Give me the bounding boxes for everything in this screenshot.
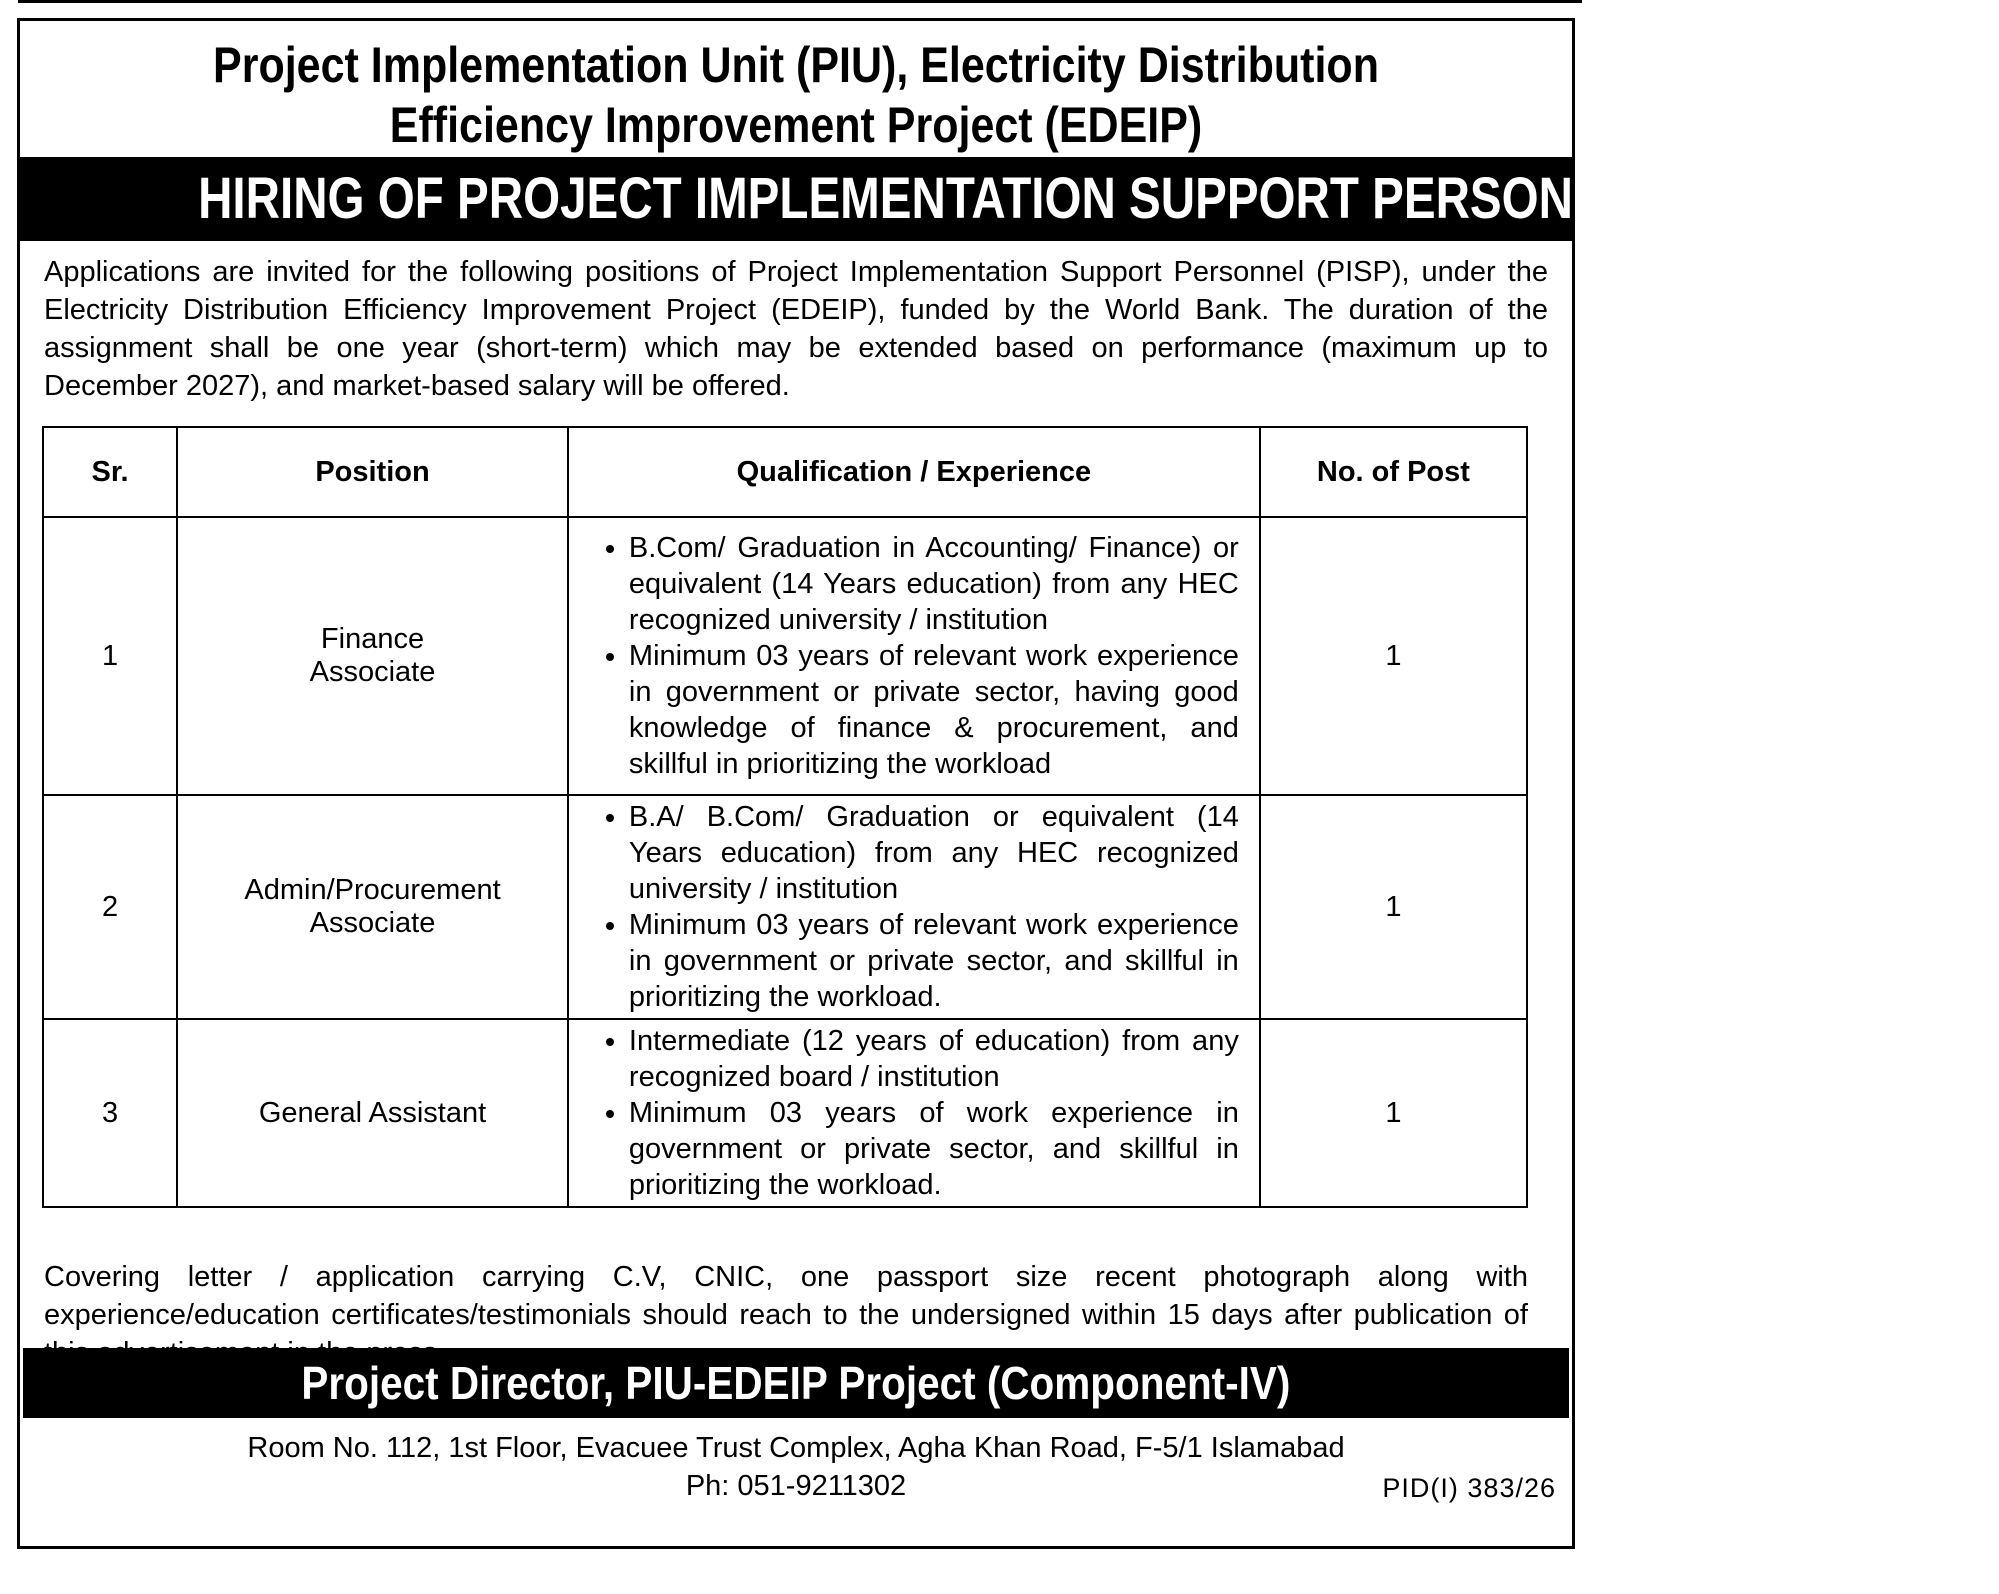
position-line: Finance — [320, 623, 425, 655]
cell-posts: 1 — [1260, 1019, 1527, 1207]
intro-paragraph: Applications are invited for the following positions of Project Implementation Support Personnel (PISP), under the Electricity Distribution Efficiency Improvement Project (EDEIP), funded by the World Bank. The duration of the assignment shall be one year (short-term) which may be extended based on performance (maximum up to December 2027), and market-based salary will be offered. — [44, 256, 1548, 402]
title-line-2: Efficiency Improvement Project (EDEIP) — [389, 97, 1203, 153]
table-row — [43, 795, 1527, 1019]
qualification-item: • Minimum 03 years of relevant work experience in government or private sector, and skillful in prioritizing the workload. — [629, 907, 1239, 1015]
hiring-banner — [20, 157, 1821, 241]
qualification-item: • Minimum 03 years of relevant work experience in government or private sector, having good knowledge of finance & procurement, and skillful in prioritizing the workload — [629, 638, 1239, 782]
table-row — [43, 1019, 1527, 1207]
qualification-item: • Intermediate (12 years of education) from any recognized board / institution — [629, 1023, 1239, 1095]
address-line: Room No. 112, 1st Floor, Evacuee Trust Complex, Agha Khan Road, F-5/1 Islamabad — [247, 1432, 1345, 1464]
qualification-item: • Minimum 03 years of work experience in government or private sector, and skillful in prioritizing the workload. — [629, 1095, 1239, 1203]
application-instructions: Covering letter / application carrying C.V, CNIC, one passport size recent photograph along with experience/education certificates/testimonials should reach to the undersigned within 15 days after publication of — [44, 1261, 1528, 1331]
pid-reference: PID(I) 383/26 — [1382, 1473, 1556, 1503]
header-sr: Sr. — [43, 427, 177, 517]
qualification-list — [589, 799, 1239, 1015]
phone-line: Ph: 051-9211302 — [685, 1470, 907, 1502]
qualification-list — [589, 1023, 1239, 1203]
position-line: Associate — [309, 907, 436, 939]
position-line: Associate — [309, 656, 436, 688]
table-row — [43, 517, 1527, 795]
advertisement-frame — [17, 18, 1821, 1549]
top-rule — [18, 0, 1582, 7]
page-title — [129, 21, 1464, 157]
cell-posts: 1 — [1260, 795, 1527, 1019]
cell-qualification — [568, 517, 1260, 795]
cell-sr: 3 — [43, 1019, 177, 1207]
qualification-item: • B.Com/ Graduation in Accounting/ Finance) or equivalent (14 Years education) from any HEC recognized university / institution — [629, 530, 1239, 638]
cell-posts: 1 — [1260, 517, 1527, 795]
header-position: Position — [177, 427, 568, 517]
qualification-item: • B.A/ B.Com/ Graduation or equivalent (14 Years education) from any HEC recognized university / institution — [629, 799, 1239, 907]
header-qualification: Qualification / Experience — [568, 427, 1260, 517]
positions-table — [42, 426, 1528, 1208]
cell-sr: 2 — [43, 795, 177, 1019]
title-line-1: Project Implementation Unit (PIU), Electricity Distribution — [213, 37, 1379, 93]
director-title: Project Director, PIU-EDEIP Project (Component-IV) — [301, 1357, 1291, 1409]
table-header-row — [43, 427, 1527, 517]
cell-qualification — [568, 1019, 1260, 1207]
director-banner — [23, 1348, 1569, 1418]
contact-block — [20, 1429, 1572, 1505]
cell-position — [177, 517, 568, 795]
hiring-banner-text: HIRING OF PROJECT IMPLEMENTATION SUPPORT PERSONNEL (PISP) — [198, 166, 1821, 231]
qualification-list — [589, 530, 1239, 782]
cell-position — [177, 795, 568, 1019]
cell-position — [177, 1019, 568, 1207]
cell-qualification — [568, 795, 1260, 1019]
cell-sr: 1 — [43, 517, 177, 795]
position-line: Admin/Procurement — [244, 874, 501, 906]
position-line: General Assistant — [258, 1096, 487, 1129]
header-posts: No. of Post — [1260, 427, 1527, 517]
